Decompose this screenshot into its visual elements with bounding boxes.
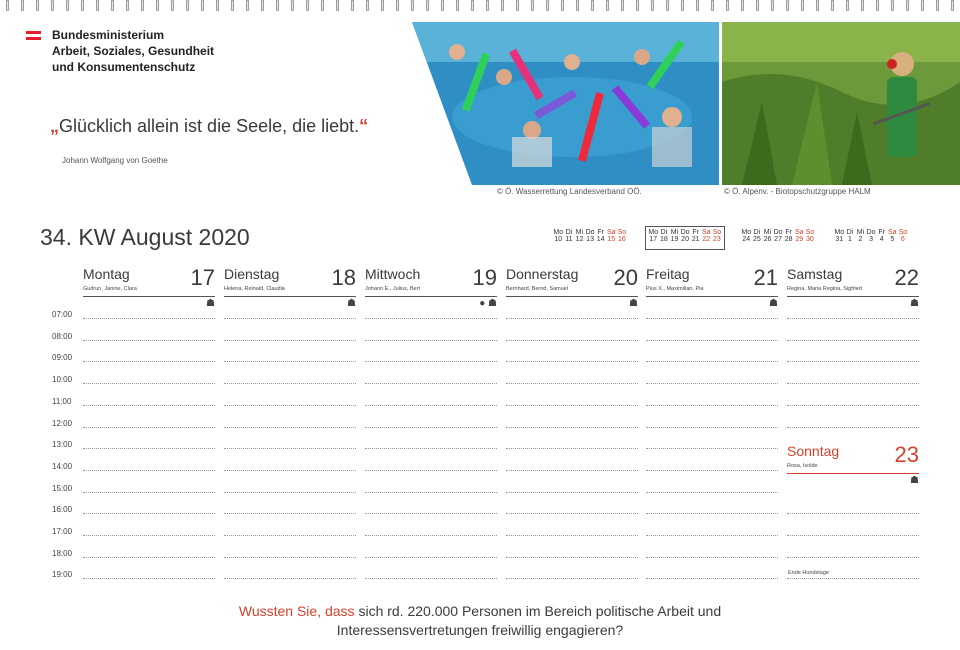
day-number: 21 xyxy=(753,265,778,290)
day-number: 19 xyxy=(472,265,497,290)
time-slot[interactable] xyxy=(224,427,356,428)
mini-calendar-date: 12 xyxy=(575,236,584,243)
time-label: 07:00 xyxy=(52,310,73,319)
time-slot[interactable] xyxy=(506,535,638,536)
mini-calendar-date: 18 xyxy=(659,236,668,243)
mini-calendar-weekday: So xyxy=(712,229,722,236)
mini-calendar-date: 23 xyxy=(712,236,721,243)
mini-calendar-weekday: Fr xyxy=(785,229,792,236)
time-label: 08:00 xyxy=(52,331,73,341)
binding-ring xyxy=(306,0,309,11)
binding-ring xyxy=(456,0,459,11)
mini-calendar-date: 11 xyxy=(565,236,573,243)
time-slot[interactable] xyxy=(506,383,638,384)
day-name: Freitag xyxy=(646,266,690,282)
time-slot[interactable] xyxy=(365,361,497,362)
time-slot[interactable] xyxy=(83,340,215,341)
binding-ring xyxy=(591,0,594,11)
mini-calendar-weekday: Di xyxy=(565,229,573,236)
binding-ring xyxy=(771,0,774,11)
time-slot[interactable] xyxy=(83,448,215,449)
mini-calendar-weekday: Mi xyxy=(575,229,584,236)
binding-ring xyxy=(336,0,339,11)
holiday-note: Ende Hundstage xyxy=(788,570,829,576)
binding-ring xyxy=(696,0,699,11)
mini-calendar-weekday: Mo xyxy=(741,229,752,236)
time-slot[interactable] xyxy=(224,557,356,558)
spiral-binding xyxy=(0,0,960,14)
binding-ring xyxy=(126,0,129,11)
day-number: 17 xyxy=(190,265,215,290)
binding-ring xyxy=(231,0,234,11)
day-number: 18 xyxy=(331,265,356,290)
binding-ring xyxy=(141,0,144,11)
time-slot[interactable] xyxy=(506,492,638,493)
mini-calendar-weekday: So xyxy=(617,229,627,236)
time-slot[interactable] xyxy=(646,383,778,384)
day-number: 20 xyxy=(613,265,638,290)
moon-icon: ☗ xyxy=(910,475,919,486)
day-divider xyxy=(365,296,497,297)
time-slot[interactable] xyxy=(506,427,638,428)
mini-calendar-date: 22 xyxy=(702,236,711,243)
mini-calendar-weekday: Sa xyxy=(701,229,711,236)
fact-text xyxy=(0,602,960,640)
austria-flag-icon xyxy=(26,31,41,40)
time-slot[interactable] xyxy=(224,448,356,449)
mini-calendar-date: 10 xyxy=(554,236,563,243)
time-label: 10:00 xyxy=(52,375,73,385)
time-slot[interactable] xyxy=(506,318,638,319)
binding-ring xyxy=(546,0,549,11)
time-slot[interactable] xyxy=(365,557,497,558)
mini-calendar-weekday: Do xyxy=(680,229,690,236)
day-name: Dienstag xyxy=(224,266,280,282)
binding-ring xyxy=(366,0,369,11)
binding-ring xyxy=(726,0,729,11)
day-name: Samstag xyxy=(787,266,843,282)
binding-ring xyxy=(831,0,834,11)
mini-calendar-weekday: Do xyxy=(866,229,876,236)
time-label: 18:00 xyxy=(52,548,73,558)
logo-line-3: und Konsumentenschutz xyxy=(52,60,196,74)
time-slot[interactable] xyxy=(506,340,638,341)
time-slot[interactable] xyxy=(365,448,497,449)
time-slot[interactable] xyxy=(646,318,778,319)
time-slot[interactable] xyxy=(365,383,497,384)
quote xyxy=(50,116,368,137)
mini-calendar-date: 16 xyxy=(617,236,626,243)
time-label: 13:00 xyxy=(52,440,73,450)
mini-calendar xyxy=(741,229,815,243)
binding-ring xyxy=(276,0,279,11)
binding-ring xyxy=(846,0,849,11)
time-slot[interactable] xyxy=(506,361,638,362)
binding-ring xyxy=(936,0,939,11)
fact-rest: sich rd. 220.000 Personen im Bereich politische Arbeit und xyxy=(354,603,722,619)
quote-author: Johann Wolfgang von Goethe xyxy=(62,156,168,165)
day-divider xyxy=(83,296,215,297)
name-days: Bernhard, Bernd, Samuel xyxy=(506,286,569,292)
mini-calendar-date: 28 xyxy=(784,236,793,243)
mini-calendar-weekday: Mi xyxy=(856,229,865,236)
binding-ring xyxy=(786,0,789,11)
quote-close-mark: “ xyxy=(359,116,369,136)
mini-calendar-date: 1 xyxy=(847,236,852,243)
mini-calendar-weekday: Mi xyxy=(763,229,772,236)
photo-swimming-pool xyxy=(412,22,719,185)
time-slot[interactable] xyxy=(787,557,919,558)
time-slot[interactable] xyxy=(83,383,215,384)
time-label: 09:00 xyxy=(52,353,73,363)
mini-calendar-date: 24 xyxy=(742,236,751,243)
binding-ring xyxy=(411,0,414,11)
time-slot[interactable] xyxy=(787,405,919,406)
day-divider xyxy=(646,296,778,297)
mini-calendar-date: 30 xyxy=(805,236,814,243)
binding-ring xyxy=(681,0,684,11)
mini-calendar-date: 31 xyxy=(835,236,844,243)
binding-ring xyxy=(201,0,204,11)
binding-ring xyxy=(951,0,954,11)
time-slot[interactable] xyxy=(83,470,215,471)
day-number: 23 xyxy=(894,442,919,467)
mini-calendar-weekday: Do xyxy=(773,229,783,236)
binding-ring xyxy=(531,0,534,11)
time-slot[interactable] xyxy=(787,513,919,514)
binding-ring xyxy=(216,0,219,11)
mini-calendar-weekday: Mo xyxy=(553,229,564,236)
binding-ring xyxy=(321,0,324,11)
time-slot[interactable] xyxy=(646,427,778,428)
binding-ring xyxy=(801,0,804,11)
binding-ring xyxy=(876,0,879,11)
moon-icon: ● ☗ xyxy=(479,298,497,309)
binding-ring xyxy=(396,0,399,11)
time-slot[interactable] xyxy=(646,361,778,362)
name-days: Rosa, Isolde xyxy=(787,463,818,469)
binding-ring xyxy=(471,0,474,11)
time-slot[interactable] xyxy=(646,492,778,493)
logo-line-2: Arbeit, Soziales, Gesundheit xyxy=(52,44,215,58)
mini-calendar-date: 2 xyxy=(858,236,863,243)
time-slot[interactable] xyxy=(787,361,919,362)
time-slot[interactable] xyxy=(787,578,919,579)
time-slot[interactable] xyxy=(506,405,638,406)
time-slot[interactable] xyxy=(787,340,919,341)
time-slot[interactable] xyxy=(506,578,638,579)
page-title: 34. KW August 2020 xyxy=(40,224,250,250)
time-label: 15:00 xyxy=(52,483,73,493)
day-divider xyxy=(506,296,638,297)
binding-ring xyxy=(906,0,909,11)
quote-open-mark: „ xyxy=(50,116,59,136)
binding-ring xyxy=(21,0,24,11)
binding-ring xyxy=(36,0,39,11)
fact-lead: Wussten Sie, dass xyxy=(238,603,355,619)
time-slot[interactable] xyxy=(787,535,919,536)
mini-calendar-weekday: Fr xyxy=(597,229,604,236)
binding-ring xyxy=(921,0,924,11)
mini-calendar-weekday: Sa xyxy=(794,229,804,236)
day-number: 22 xyxy=(894,265,919,290)
binding-ring xyxy=(636,0,639,11)
binding-ring xyxy=(111,0,114,11)
mini-calendar xyxy=(553,229,627,243)
time-slot[interactable] xyxy=(506,557,638,558)
mini-calendar-date: 20 xyxy=(681,236,689,243)
binding-ring xyxy=(501,0,504,11)
day-name: Sonntag xyxy=(787,443,840,459)
time-slot[interactable] xyxy=(787,318,919,319)
day-name: Donnerstag xyxy=(506,266,579,282)
mini-calendar-weekday: Fr xyxy=(692,229,699,236)
time-slot[interactable] xyxy=(365,470,497,471)
mini-calendar-weekday: Fr xyxy=(878,229,885,236)
time-slot[interactable] xyxy=(224,492,356,493)
time-slot[interactable] xyxy=(83,361,215,362)
time-slot[interactable] xyxy=(365,513,497,514)
time-slot[interactable] xyxy=(83,557,215,558)
photo-meadow-worker xyxy=(722,22,960,185)
mini-calendar-weekday: Di xyxy=(846,229,854,236)
name-days: Johann E., Julius, Bert xyxy=(365,286,421,292)
time-label: 16:00 xyxy=(52,505,73,515)
time-slot[interactable] xyxy=(506,513,638,514)
name-days: Helena, Reinald, Claudia xyxy=(224,286,285,292)
binding-ring xyxy=(171,0,174,11)
mini-calendar-date: 5 xyxy=(890,236,895,243)
binding-ring xyxy=(291,0,294,11)
binding-ring xyxy=(351,0,354,11)
mini-calendar-date: 25 xyxy=(752,236,761,243)
binding-ring xyxy=(486,0,489,11)
mini-calendar xyxy=(834,229,908,243)
time-slot[interactable] xyxy=(83,535,215,536)
mini-calendar-date: 27 xyxy=(774,236,782,243)
time-label: 19:00 xyxy=(52,570,73,580)
time-slot[interactable] xyxy=(365,318,497,319)
binding-ring xyxy=(621,0,624,11)
mini-calendar-date: 13 xyxy=(586,236,594,243)
time-slot[interactable] xyxy=(646,578,778,579)
moon-icon: ☗ xyxy=(347,298,356,309)
time-label: 14:00 xyxy=(52,461,73,471)
time-slot[interactable] xyxy=(224,470,356,471)
mini-calendar-weekday: Do xyxy=(585,229,595,236)
time-slot[interactable] xyxy=(224,578,356,579)
mini-calendar-date: 3 xyxy=(869,236,874,243)
binding-ring xyxy=(426,0,429,11)
time-slot[interactable] xyxy=(83,578,215,579)
mini-calendar-weekday: Di xyxy=(660,229,668,236)
time-slot[interactable] xyxy=(224,405,356,406)
time-slot[interactable] xyxy=(787,427,919,428)
time-slot[interactable] xyxy=(506,470,638,471)
name-days: Gudrun, Janine, Clara xyxy=(83,286,137,292)
time-slot[interactable] xyxy=(83,318,215,319)
mini-calendar-date: 6 xyxy=(900,236,905,243)
binding-ring xyxy=(891,0,894,11)
day-name: Mittwoch xyxy=(365,266,421,282)
mini-calendar-weekday: Di xyxy=(753,229,761,236)
binding-ring xyxy=(246,0,249,11)
binding-ring xyxy=(51,0,54,11)
binding-ring xyxy=(576,0,579,11)
time-slot[interactable] xyxy=(224,318,356,319)
mini-calendar xyxy=(645,226,725,250)
binding-ring xyxy=(66,0,69,11)
mini-calendar-date: 15 xyxy=(607,236,616,243)
binding-ring xyxy=(441,0,444,11)
time-slot[interactable] xyxy=(224,535,356,536)
moon-icon: ☗ xyxy=(206,298,215,309)
mini-calendar-weekday: Mi xyxy=(670,229,679,236)
time-slot[interactable] xyxy=(646,470,778,471)
time-label: 12:00 xyxy=(52,418,73,428)
binding-ring xyxy=(756,0,759,11)
mini-calendar-weekday: So xyxy=(898,229,908,236)
binding-ring xyxy=(6,0,9,11)
time-slot[interactable] xyxy=(365,535,497,536)
time-slot[interactable] xyxy=(224,383,356,384)
binding-ring xyxy=(741,0,744,11)
binding-ring xyxy=(561,0,564,11)
time-slot[interactable] xyxy=(646,405,778,406)
binding-ring xyxy=(711,0,714,11)
mini-calendar-date: 4 xyxy=(879,236,884,243)
binding-ring xyxy=(606,0,609,11)
binding-ring xyxy=(861,0,864,11)
mini-calendar-date: 19 xyxy=(670,236,679,243)
time-slot[interactable] xyxy=(646,535,778,536)
binding-ring xyxy=(651,0,654,11)
binding-ring xyxy=(96,0,99,11)
mini-calendar-date: 26 xyxy=(763,236,772,243)
time-slot[interactable] xyxy=(224,340,356,341)
binding-ring xyxy=(666,0,669,11)
mini-calendar-date: 14 xyxy=(596,236,605,243)
time-label: 11:00 xyxy=(52,396,72,406)
mini-calendar-date: 29 xyxy=(795,236,804,243)
name-days: Regina, Maria Regina, Sigfried xyxy=(787,286,862,292)
name-days: Pius X., Maximilian, Pia xyxy=(646,286,704,292)
time-slot[interactable] xyxy=(646,557,778,558)
moon-icon: ☗ xyxy=(769,298,778,309)
time-slot[interactable] xyxy=(506,448,638,449)
day-divider xyxy=(787,473,919,474)
binding-ring xyxy=(156,0,159,11)
quote-text: Glücklich allein ist die Seele, die liebt. xyxy=(59,116,360,136)
time-slot[interactable] xyxy=(365,427,497,428)
fact-line-2: Interessensvertretungen freiwillig engagieren? xyxy=(336,622,624,638)
binding-ring xyxy=(816,0,819,11)
mini-calendar-weekday: Mo xyxy=(648,229,659,236)
time-slot[interactable] xyxy=(646,448,778,449)
binding-ring xyxy=(186,0,189,11)
time-slot[interactable] xyxy=(365,340,497,341)
time-slot[interactable] xyxy=(83,492,215,493)
mini-calendar-weekday: Sa xyxy=(887,229,897,236)
time-slot[interactable] xyxy=(787,383,919,384)
logo-line-1: Bundesministerium xyxy=(52,28,165,42)
binding-ring xyxy=(81,0,84,11)
time-slot[interactable] xyxy=(646,340,778,341)
time-slot[interactable] xyxy=(365,405,497,406)
mini-calendar-date: 21 xyxy=(691,236,700,243)
mini-calendar-weekday: Sa xyxy=(606,229,616,236)
day-divider xyxy=(787,296,919,297)
moon-icon: ☗ xyxy=(910,298,919,309)
time-label: 17:00 xyxy=(52,527,73,536)
binding-ring xyxy=(261,0,264,11)
mini-calendar-weekday: So xyxy=(805,229,815,236)
mini-calendar-date: 17 xyxy=(649,236,658,243)
binding-ring xyxy=(516,0,519,11)
time-slot[interactable] xyxy=(83,427,215,428)
time-slot[interactable] xyxy=(646,513,778,514)
photo-credit-left: © Ö. Wasserrettung Landesverband OÖ. xyxy=(497,187,642,196)
time-slot[interactable] xyxy=(83,405,215,406)
time-slot[interactable] xyxy=(365,492,497,493)
day-divider xyxy=(224,296,356,297)
photo-credit-right: © Ö. Alpenv. - Biotopschutzgruppe HALM xyxy=(724,187,871,196)
day-name: Montag xyxy=(83,266,130,282)
time-slot[interactable] xyxy=(224,361,356,362)
time-slot[interactable] xyxy=(83,513,215,514)
mini-calendar-weekday: Mo xyxy=(834,229,845,236)
binding-ring xyxy=(381,0,384,11)
time-slot[interactable] xyxy=(224,513,356,514)
moon-icon: ☗ xyxy=(629,298,638,309)
time-slot[interactable] xyxy=(365,578,497,579)
